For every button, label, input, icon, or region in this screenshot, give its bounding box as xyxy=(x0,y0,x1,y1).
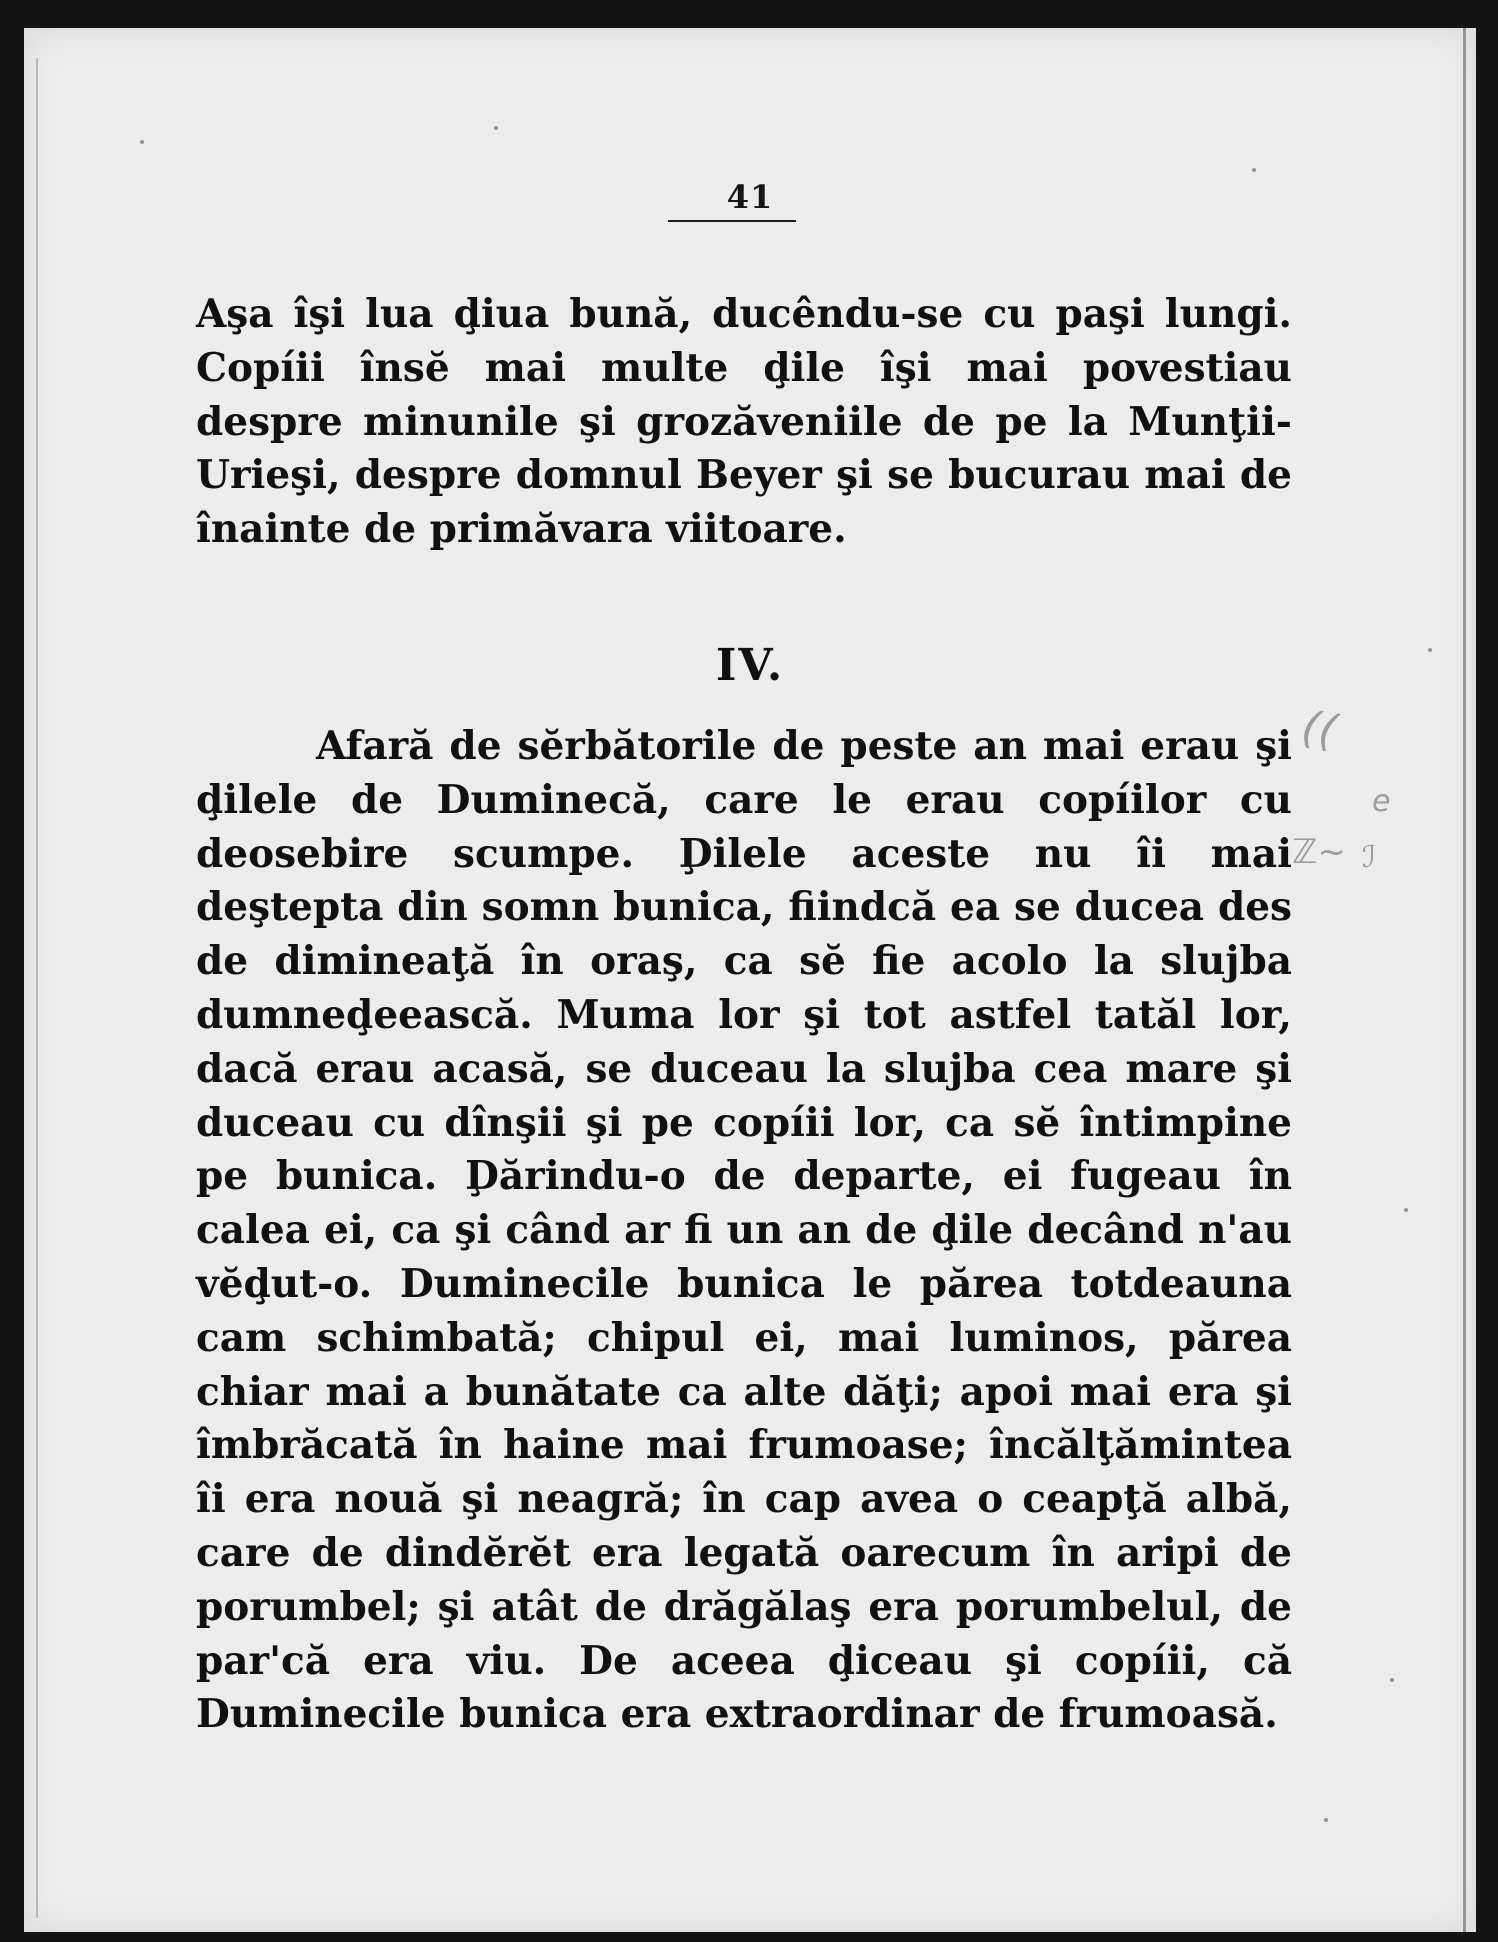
paper-speck xyxy=(1428,648,1432,652)
margin-pencil-mark: e xyxy=(1372,784,1391,819)
margin-pencil-mark: ℤ~ xyxy=(1292,832,1346,872)
page-number: 41 xyxy=(726,178,774,216)
page-edge-shadow xyxy=(36,58,38,1918)
paragraph-1: Aşa îşi lua ḑiua bună, ducêndu-se cu paşi lungi. Copíii însĕ mai multe ḑile îşi mai povestiau despre minunile şi grozăveniile de pe la Munţii-Urieşi, despre domnul Beyer şi se bucurau mai de înainte de primăvara viitoare. xyxy=(196,291,1292,553)
margin-pencil-mark: ℐ xyxy=(1362,840,1377,875)
paper-speck xyxy=(1324,1818,1328,1822)
paper-speck xyxy=(1404,1208,1408,1212)
paper-speck xyxy=(1252,168,1256,172)
paragraph-2: Afară de sĕrbătorile de peste an mai erau şi ḑilele de Duminecă, care le erau copíilor cu deosebire scumpe. Ḑilele aceste nu îi mai deştepta din somn bunica, fiindcă ea se ducea des de dimineaţă în oraş, ca sĕ fie acolo la slujba dumneḑeească. Muma lor şi tot astfel tatăl lor, dacă erau acasă, se duceau la slujba cea mare şi duceau cu dînşii şi pe copíii lor, ca sĕ întimpine pe bunica. Ḑărindu-o de departe, ei fugeau în calea ei, ca şi când ar fi un an de ḑile decând n'au vĕḑut-o. Duminecile bunica le părea totdeauna cam schimbată; chipul ei, mai luminos, părea chiar mai a bunătate ca alte dăţi; apoi mai era şi îmbrăcată în haine mai frumoase; încălţămintea îi era nouă şi neagră; în cap avea o ceapţă albă, care de dindĕrĕt era legată oarecum în aripi de porumbel; şi atât de drăgălaş era porumbelul, de par'că era viu. De aceea ḑiceau şi copíii, că Duminecile bunica era extraordinar de frumoasă. xyxy=(196,723,1292,1738)
paper-speck xyxy=(1390,1678,1394,1682)
margin-pencil-mark: (( xyxy=(1297,701,1341,758)
paper-speck xyxy=(494,126,498,130)
book-page xyxy=(24,28,1476,1932)
chapter-heading: IV. xyxy=(715,640,785,691)
paper-speck xyxy=(140,140,144,144)
page-binding-edge xyxy=(1463,28,1466,1932)
page-number-rule xyxy=(668,220,796,222)
